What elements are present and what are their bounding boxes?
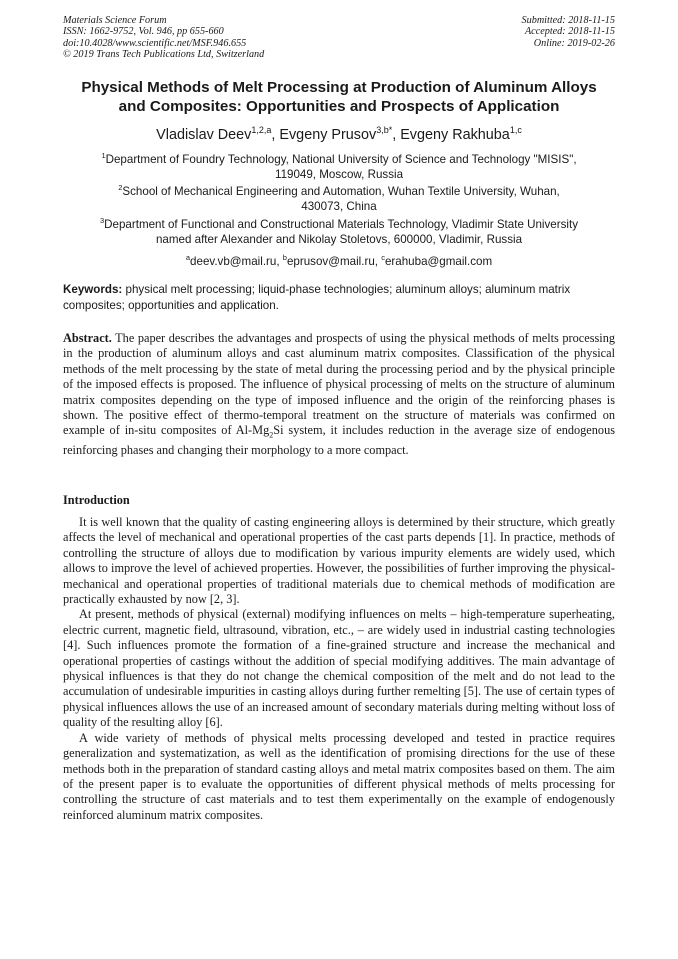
affiliation-2: [60, 180, 618, 215]
abstract: [63, 331, 615, 459]
abstract-label: Abstract.: [63, 331, 112, 345]
journal-name: Materials Science Forum: [63, 15, 167, 26]
paragraph: At present, methods of physical (external) modifying influences on melts – high-temperature superheating, electric current, magnetic field, ultrasound, vibration, etc., – are widely used in industrial casting technologies [4]. Such influences promote the formation of a fine-grained structure and increase the mechanical and operational properties of castings without the addition of special modifying additives. The main advantage of physical influences is that they do not change the chemical composition of the melt and do not lead to the accumulation of undesirable impurities in casting alloys during further remelting [5]. The use of certain types of physical influences allows the use of an increased amount of secondary materials during melting without loss of quality of the resulting alloy [6].: [63, 607, 615, 730]
email-marker: b: [282, 253, 287, 262]
accepted-date: Accepted: 2018-11-15: [524, 26, 615, 38]
affiliation-text: Department of Functional and Constructional Materials Technology, Vladimir State University: [104, 217, 579, 231]
email-marker: a: [185, 253, 191, 262]
online-date: Online: 2019-02-26: [533, 37, 615, 49]
email-address: erahuba@gmail.com: [384, 254, 493, 268]
author-name: Evgeny Rakhuba: [400, 126, 510, 143]
journal-header: [63, 15, 615, 65]
author-list: [40, 121, 638, 144]
affiliation-text: Department of Foundry Technology, National University of Science and Technology "MISIS",: [105, 152, 577, 166]
affiliation-text: 119049, Moscow, Russia: [274, 168, 404, 182]
copyright-line: © 2019 Trans Tech Publications Ltd, Switzerland: [63, 49, 265, 61]
affiliation-marker: 2: [118, 183, 123, 192]
abstract-subscript: 2: [269, 430, 274, 440]
affiliation-3: [60, 213, 618, 248]
affiliation-marker: 3: [99, 216, 105, 225]
keywords-label: Keywords:: [63, 283, 123, 296]
title-line-2: and Composites: Opportunities and Prospects of Application: [118, 97, 560, 115]
issn-line: ISSN: 1662-9752, Vol. 946, pp 655-660: [63, 26, 224, 38]
affiliation-text: 430073, China: [301, 200, 377, 214]
section-heading: Introduction: [63, 493, 130, 507]
author-name: Vladislav Deev: [156, 126, 252, 143]
doi-line: doi:10.4028/www.scientific.net/MSF.946.655: [63, 37, 247, 49]
paragraph: A wide variety of methods of physical melts processing developed and tested in practice requires generalization and systematization, as well as the identification of promising directions for the use of these methods both in the preparation of standard casting alloys and metal matrix composites based on them. The aim of the present paper is to evaluate the opportunities of different physical methods of melts processing for controlling the structure of cast materials and to test them experimentally on the example of endogenously reinforced aluminum matrix composites.: [63, 730, 615, 822]
affiliation-1: [60, 148, 618, 183]
paper-title: [50, 79, 628, 116]
author-separator: ,: [271, 126, 280, 143]
publication-dates: [522, 15, 615, 49]
author-affiliation-marker: 3,b*: [376, 125, 393, 135]
email-address: deev.vb@mail.ru,: [190, 254, 283, 268]
affiliation-text: named after Alexander and Nikolay Stoletovs, 600000, Vladimir, Russia: [155, 233, 523, 247]
introduction-body: [63, 515, 615, 823]
paragraph: It is well known that the quality of casting engineering alloys is determined by their structure, which greatly affects the level of mechanical and operational properties of the cast parts depends [1]. In practice, methods of controlling the structure of alloys due to modification by various impurity elements are widely used, which allows to improve the level of achieved properties. However, the possibilities of further improving the physical-mechanical and operational properties of traditional materials due to chemical methods of modification are practically exhausted by now [2, 3].: [63, 515, 615, 607]
affiliation-marker: 1: [101, 151, 106, 160]
journal-info: [63, 15, 264, 61]
email-address: eprusov@mail.ru,: [286, 254, 382, 268]
submitted-date: Submitted: 2018-11-15: [521, 15, 615, 26]
title-line-1: Physical Methods of Melt Processing at Production of Aluminum Alloys: [81, 79, 597, 96]
author-separator: ,: [392, 126, 401, 143]
author-affiliation-marker: 1,c: [509, 125, 522, 135]
keywords: [63, 282, 615, 313]
keywords-text: physical melt processing; liquid-phase technologies; aluminum alloys; aluminum matrix composites; opportunities and application.: [63, 283, 571, 312]
author-name: Evgeny Prusov: [279, 126, 377, 143]
author-emails: [60, 250, 618, 269]
email-marker: c: [381, 253, 385, 262]
affiliation-text: School of Mechanical Engineering and Automation, Wuhan Textile University, Wuhan,: [122, 184, 560, 198]
author-affiliation-marker: 1,2,a: [251, 125, 272, 135]
abstract-text: Si system, it includes reduction in the average size of endogenous reinforcing phases and changing their morphology to a more compact.: [63, 423, 615, 458]
abstract-text: The paper describes the advantages and prospects of using the physical methods of melts processing in the production of aluminum alloys and cast aluminum matrix composites. Classification of the physical methods of the melt processing by the state of metal during the processing period and by the physical principle of the imposed effects is proposed. The influence of physical processing of melts on the structure of aluminum matrix composites depending on the type of imposed influence and the origin of the reinforcing phases is shown. The positive effect of thermo-temporal treatment on the structure of materials was confirmed on example of in-situ composites of Al-Mg: [63, 331, 615, 438]
